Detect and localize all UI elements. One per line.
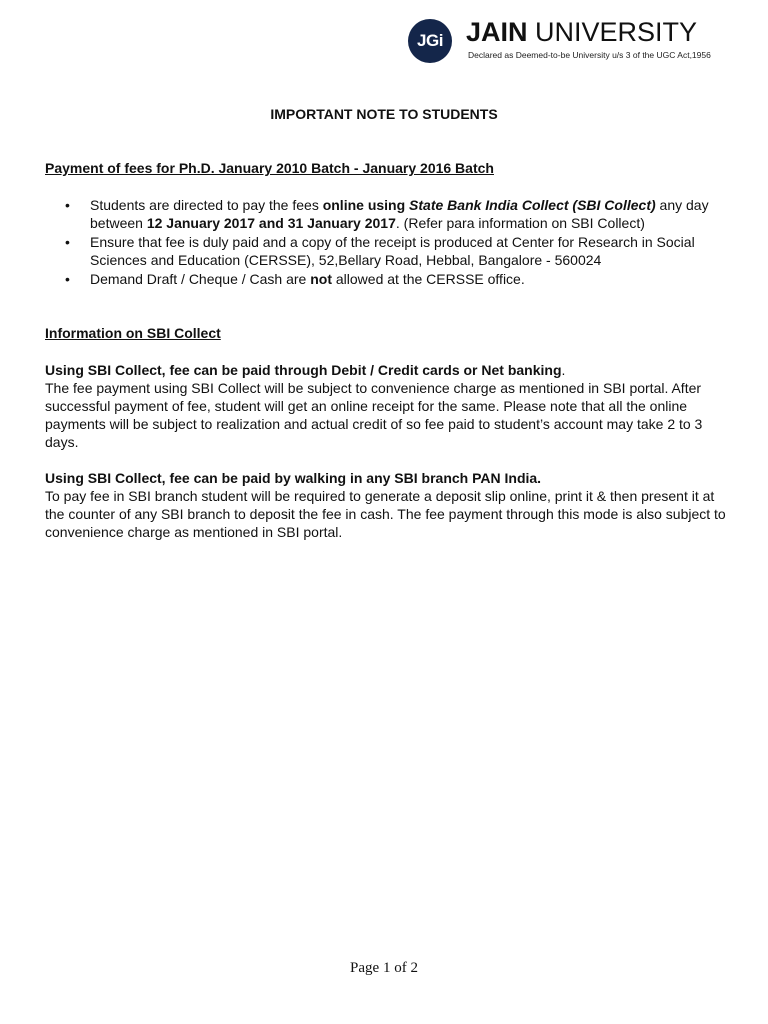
university-declaration: Declared as Deemed-to-be University u/s 3 of the UGC Act,1956 <box>468 50 711 60</box>
payment-section-heading: Payment of fees for Ph.D. January 2010 Batch - January 2016 Batch <box>45 160 494 176</box>
bullet-online-payment: • Students are directed to pay the fees online using State Bank India Collect (SBI Collect) any day between 12 January 2017 and 31 January 2017. (Refer para information on SBI Collect) <box>45 196 725 232</box>
page-title: IMPORTANT NOTE TO STUDENTS <box>270 106 498 122</box>
sbi-section-heading: Information on SBI Collect <box>45 325 221 341</box>
bullet-receipt: • Ensure that fee is duly paid and a copy of the receipt is produced at Center for Research in Social Sciences and Education (CERSSE), 52,Bellary Road, Hebbal, Bangalore - 560024 <box>45 233 725 269</box>
jgi-logo: JGi <box>408 19 452 63</box>
university-header <box>408 17 738 67</box>
sbi-online-paragraph: Using SBI Collect, fee can be paid through Debit / Credit cards or Net banking. The fee payment using SBI Collect will be subject to convenience charge as mentioned in SBI portal. After successful payment of fee, student will get an online receipt for the same. Please note that all the online payments will be subject to realization and actual credit of so fee paid to student’s account may take 2 to 3 days. <box>45 362 703 450</box>
university-name: JAIN UNIVERSITY <box>466 17 698 47</box>
sbi-branch-paragraph: Using SBI Collect, fee can be paid by walking in any SBI branch PAN India. To pay fee in SBI branch student will be required to generate a deposit slip online, print it & then present it at the counter of any SBI branch to deposit the fee in cash. The fee payment through this mode is also subject to convenience charge as mentioned in SBI portal. <box>45 470 726 540</box>
bullet-not-allowed: • Demand Draft / Cheque / Cash are not allowed at the CERSSE office. <box>45 270 725 288</box>
payment-bullet-list <box>45 196 725 289</box>
page-number: Page 1 of 2 <box>350 960 418 976</box>
